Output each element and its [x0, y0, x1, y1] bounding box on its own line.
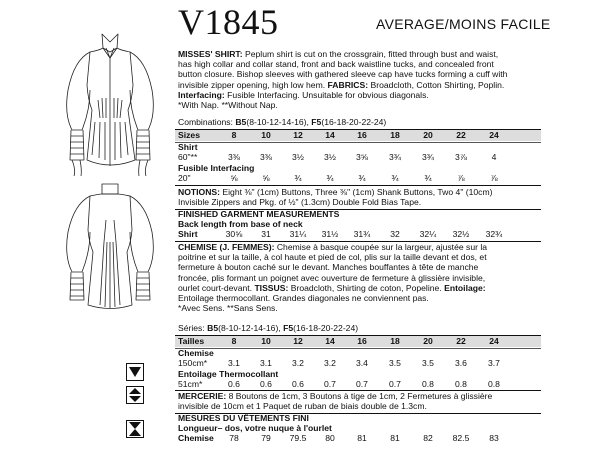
- b5-code: B5: [207, 323, 219, 333]
- desc-title: CHEMISE (J. FEMMES):: [178, 242, 275, 252]
- yardage-cell: ¾: [391, 173, 399, 183]
- f5-code: F5: [283, 323, 294, 333]
- yardage-cell: ⅝: [262, 173, 270, 183]
- yardage-cell: 0.6: [260, 379, 272, 389]
- f5-sizes: (16-18-20-22-24): [321, 117, 387, 127]
- yardage-cell: 3.7: [488, 358, 500, 368]
- measurement-cell: 79.5: [289, 433, 307, 443]
- yardage-cell: ¾: [326, 173, 334, 183]
- fabric-width: 150cm*: [178, 358, 208, 368]
- notions: [178, 187, 553, 207]
- desc-line: Peplum shirt is cut on the crossgrain, fitted through bust and waist,: [242, 49, 499, 59]
- mesures-chemise-label: Chemise: [178, 433, 214, 443]
- tailles-row: [175, 336, 541, 347]
- nap-note: *With Nap. **Without Nap.: [178, 100, 278, 111]
- shirt-yardage-row: [175, 152, 541, 163]
- entoilage-yardage-row: [175, 379, 541, 390]
- mercerie-label: MERCERIE:: [178, 391, 227, 401]
- tissus-text: Broadcloth, Shirting de coton, Popeline.: [288, 282, 445, 293]
- desc-line: Entoilage thermocollant. Grandes diagonales ne conviennent pas.: [178, 293, 429, 304]
- mercerie: [178, 391, 553, 411]
- yardage-cell: 3¾: [422, 152, 434, 162]
- pattern-number: V1845: [178, 2, 279, 42]
- fgm-shirt-row: [175, 229, 541, 240]
- chemise-yardage-row: [175, 358, 541, 369]
- entoilage-row-label: Entoilage Thermocollant: [178, 369, 279, 379]
- size-cell: 10: [261, 130, 271, 140]
- measurement-cell: 32½: [452, 229, 470, 239]
- f5-sizes: (16-18-20-22-24): [293, 323, 359, 333]
- yardage-cell: 3¾: [389, 152, 401, 162]
- entoilage-label: Entoilage:: [444, 282, 486, 293]
- yardage-cell: 3.6: [455, 358, 467, 368]
- entoilage-width: 51cm*: [178, 379, 203, 389]
- size-cell: 22: [456, 130, 466, 140]
- measurement-cell: 82.5: [452, 433, 470, 443]
- desc-line: ourlet court-devant.: [178, 282, 255, 293]
- hourglass-symbol: [126, 420, 144, 438]
- chemise-label: Chemise: [178, 348, 214, 358]
- interfacing-label: Interfacing:: [178, 89, 225, 100]
- series-label: Séries:: [178, 323, 208, 333]
- interfacing-yardage-row: [175, 173, 541, 184]
- desc-line: fermeture à bouton caché sur le devant. Manches bouffantes à tête de manche: [178, 262, 479, 273]
- b5-sizes: (8-10-12-14-16),: [246, 117, 312, 127]
- size-cell: 20: [423, 130, 433, 140]
- mesures-title: MESURES DU VÊTEMENTS FINI: [178, 413, 309, 423]
- yardage-cell: 3⅝: [356, 152, 368, 162]
- longueur-label: Longueur– dos, votre nuque à l'ourlet: [178, 423, 332, 433]
- sizes-label: Sizes: [178, 130, 200, 140]
- measurement-cell: 31: [261, 229, 271, 239]
- series: [178, 323, 553, 333]
- fabric-width: 60"**: [178, 152, 198, 162]
- measurement-cell: 32¼: [419, 229, 437, 239]
- back-length-label: Back length from base of neck: [178, 219, 303, 229]
- measurement-cell: 31¾: [353, 229, 371, 239]
- yardage-cell: 0.7: [324, 379, 336, 389]
- notions-text: Invisible Zippers and Pkg. of ½" (1.3cm) Double Fold Bias Tape.: [178, 197, 422, 208]
- notions-label: NOTIONS:: [178, 187, 221, 197]
- yardage-cell: 4: [491, 152, 497, 162]
- size-cell: 22: [456, 336, 466, 346]
- desc-line: has high collar and collar stand, front and back waistline tucks, and concealed front: [178, 59, 494, 70]
- fgm-shirt-label: Shirt: [178, 229, 198, 239]
- measurement-cell: 31¼: [289, 229, 307, 239]
- yardage-cell: 3½: [292, 152, 304, 162]
- measurement-cell: 83: [489, 433, 499, 443]
- yardage-cell: 0.6: [228, 379, 240, 389]
- desc-line: button closure. Bishop sleeves with gathered sleeve cap have tucks forming a cuff with: [178, 69, 508, 80]
- combinations: [178, 117, 553, 127]
- measurement-cell: 32: [390, 229, 400, 239]
- yardage-cell: ⅞: [457, 173, 465, 183]
- yardage-cell: 3.5: [422, 358, 434, 368]
- french-description: [178, 242, 553, 313]
- yardage-cell: 3⅜: [228, 152, 240, 162]
- notions-text: Eight ⅜" (1cm) Buttons, Three ⅜" (1cm) Shank Buttons, Two 4" (10cm): [220, 187, 493, 197]
- size-cell: 16: [357, 336, 367, 346]
- desc-line: poitrine et sur la taille, à col haute et pied de col, plis sur la taille devant et dos, et: [178, 252, 487, 263]
- size-cell: 18: [390, 130, 400, 140]
- shirt-front-illustration: [60, 30, 160, 180]
- size-cell: 18: [390, 336, 400, 346]
- yardage-cell: ⅝: [230, 173, 238, 183]
- f5-code: F5: [311, 117, 322, 127]
- yardage-cell: 3.1: [260, 358, 272, 368]
- yardage-cell: 3.2: [292, 358, 304, 368]
- measurement-cell: 31½: [321, 229, 339, 239]
- measurement-cell: 80: [325, 433, 335, 443]
- yardage-cell: 3.4: [356, 358, 368, 368]
- difficulty-label: AVERAGE/MOINS FACILE: [376, 16, 551, 32]
- yardage-cell: ¾: [424, 173, 432, 183]
- yardage-cell: ¾: [294, 173, 302, 183]
- interfacing-width: 20": [178, 173, 191, 183]
- desc-line: invisible zipper opening, high low hem.: [178, 79, 328, 90]
- yardage-cell: 3⅜: [260, 152, 272, 162]
- yardage-cell: 0.8: [488, 379, 500, 389]
- english-description: [178, 49, 553, 110]
- yardage-cell: 3.2: [324, 358, 336, 368]
- measurement-cell: 32¾: [485, 229, 503, 239]
- size-cell: 8: [231, 336, 237, 346]
- measurement-cell: 81: [390, 433, 400, 443]
- fgm-title: FINISHED GARMENT MEASUREMENTS: [178, 209, 340, 219]
- desc-line: froncée, plis formant un poignet avec ouverture de fermeture à glissière invisible,: [178, 272, 486, 283]
- yardage-cell: 0.6: [292, 379, 304, 389]
- up-down-triangle-symbol: [126, 386, 144, 404]
- nap-note: *Avec Sens. **Sans Sens.: [178, 303, 278, 314]
- measurement-cell: 78: [229, 433, 239, 443]
- yardage-cell: 3.5: [389, 358, 401, 368]
- shirt-label: Shirt: [178, 142, 198, 152]
- size-cell: 10: [261, 336, 271, 346]
- yardage-cell: ⅞: [490, 173, 498, 183]
- desc-title: MISSES' SHIRT:: [178, 49, 243, 59]
- fabrics-text: Broadcloth, Cotton Shirting, Poplin.: [368, 79, 505, 90]
- b5-sizes: (8-10-12-14-16),: [218, 323, 284, 333]
- combinations-label: Combinations:: [178, 117, 236, 127]
- interfacing-row-label: Fusible Interfacing: [178, 163, 255, 173]
- mesures-chemise-row: [175, 433, 541, 444]
- yardage-cell: 0.8: [422, 379, 434, 389]
- measurement-cell: 30⅝: [225, 229, 243, 239]
- size-cell: 12: [293, 336, 303, 346]
- yardage-cell: 3⅞: [455, 152, 467, 162]
- size-cell: 24: [489, 130, 499, 140]
- measurement-cell: 81: [357, 433, 367, 443]
- size-cell: 12: [293, 130, 303, 140]
- yardage-cell: 3.1: [228, 358, 240, 368]
- size-cell: 14: [325, 336, 335, 346]
- yardage-cell: ¾: [358, 173, 366, 183]
- yardage-cell: 3½: [324, 152, 336, 162]
- mercerie-text: invisible de 10cm et 1 Paquet de ruban de biais double de 1.3cm.: [178, 401, 427, 412]
- desc-line: Chemise à basque coupée sur la largeur, ajustée sur la: [274, 242, 488, 252]
- measurement-cell: 82: [423, 433, 433, 443]
- tissus-label: TISSUS:: [254, 282, 289, 293]
- fabrics-label: FABRICS:: [327, 79, 369, 90]
- measurement-cell: 79: [261, 433, 271, 443]
- size-cell: 14: [325, 130, 335, 140]
- mercerie-text: 8 Boutons de 1cm, 3 Boutons à tige de 1cm, 2 Fermetures à glissière: [226, 391, 493, 401]
- size-cell: 20: [423, 336, 433, 346]
- size-cell: 24: [489, 336, 499, 346]
- size-cell: 16: [357, 130, 367, 140]
- yardage-cell: 0.7: [389, 379, 401, 389]
- interfacing-text: Fusible Interfacing. Unsuitable for obvious diagonals.: [224, 89, 429, 100]
- tailles-label: Tailles: [178, 336, 205, 346]
- sizes-row: [175, 130, 541, 141]
- b5-code: B5: [235, 117, 247, 127]
- yardage-cell: 0.7: [356, 379, 368, 389]
- yardage-cell: 0.8: [455, 379, 467, 389]
- down-triangle-symbol: [126, 363, 144, 381]
- shirt-back-illustration: [60, 180, 160, 320]
- size-cell: 8: [231, 130, 237, 140]
